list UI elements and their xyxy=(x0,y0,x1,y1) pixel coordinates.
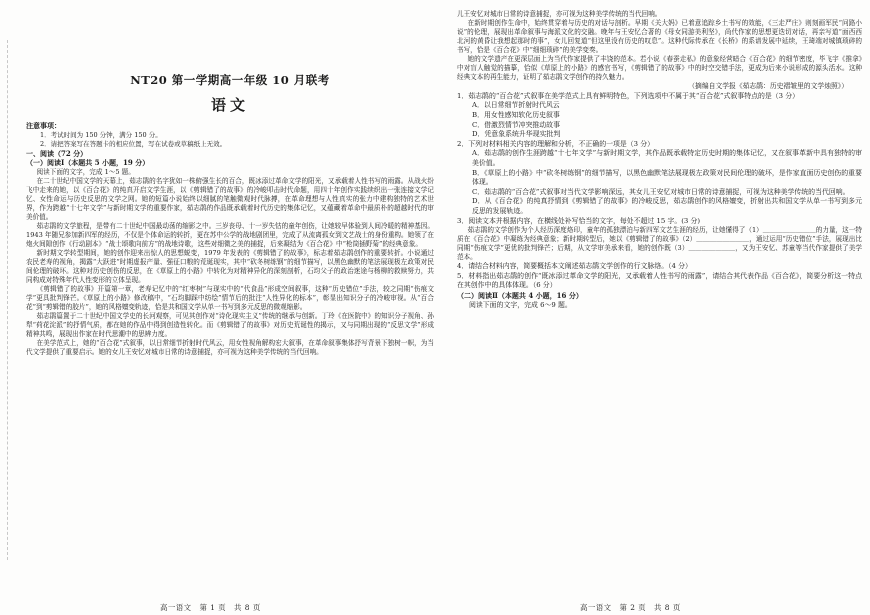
notes-heading: 注意事项： xyxy=(26,121,61,130)
question-2-option-d: D．从《百合花》的纯真抒情到《剪辑错了的故事》的冷峻反思，茹志鹃创作的风格嬗变，折射出共和国文学从单一书写到多元反思的发展轨迹。 xyxy=(472,197,862,215)
note-item: 1．考试时间为 150 分钟，满分 150 分。 xyxy=(40,130,162,139)
question-2: 2．下列对材料相关内容的理解和分析，不正确的一项是（3 分） xyxy=(457,139,655,148)
passage-paragraph: 在二十世纪中国文学的天幕上，茹志鹃的名字犹如一株俯强生长的百合，既冰添过革命文学的阳光，又承载着人性书写的雨露。从战火纷飞中走来的她，以《百合花》的纯真开启文学生涯，以《剪辑错了的故事》的冷峻叩击时代命题，用四十年创作实践续织出一张连接文学记忆、女性命运与历史反思的文学之网。她的短篇小说始终以细腻的笔触微观时代脉搏，在革命理想与人性真实的张力中建构独特的艺术世界，作为跨越“十七年文学”与新时期文学的重要作家，茹志鹃的作品既承载着时代历史的集体记忆，又蕴藏着革命中最质朴的超越时代的审美价值。 xyxy=(26,176,434,221)
exam-title: NT20 第一学期高一年级 10 月联考 xyxy=(130,73,330,87)
passage-paragraph: 新时期文学转型期间，她的创作迎来出惊人的思想蜕变，1979 年发表的《剪辑错了的故事》，标志着茹志鹃创作的重要转折。小说通过农民老寿的视角，揭露“大跃进”时期虚报产量、强征口粮的荒诞现实，其中“砍冬树练钢”的细节描写，以黑色幽默的笔法展现极左政策对民间伦理的破坏。这种对历史创伤的反思，在《草原上的小路》中转化为对精神异化的深刻剖析，石均父子的政治迷途与杨柳的救赎努力，共同构成对特殊年代人性变形的立体呈现。 xyxy=(26,248,434,285)
page-2-column xyxy=(457,10,862,601)
passage-paragraph: 在新时期创作生命中，始终贯穿着与历史的对话与剖析。早期《关大妈》已着意追踪乡土书写的效能，《三走严庄》则刻画军民“问路小说”的伦理，展现出革命叙事与海派文化的交融。晚年与王安忆合著的《母女同游美利坚》，尚代作家的思想更迭切对话，再亲写道“面西西北河的黄昏让我想起那时的事”，女儿回复道“但这里没有历史的叹息”。这种代际传承在《长桥》的系谱发展中延续，王琦端对城镇琐碎的书写，恰是《百合花》中“细细琐碎”的美学变奏。 xyxy=(457,19,862,55)
question-2-option-b: B．《草原上的小路》中“砍冬树练钢”的细节描写，以黑色幽默笔法展现极左政策对民间伦理的破坏，是作家直面历史创伤的重要体现。 xyxy=(472,168,862,187)
question-1-option-d: D．凭意象系统升华现实批判 xyxy=(472,130,561,139)
page-footer-2: 高一语文 第 2 页 共 8 页 xyxy=(580,603,681,612)
section-heading: 一、阅读（72 分） xyxy=(26,148,88,158)
page-footer-1: 高一语文 第 1 页 共 8 页 xyxy=(160,603,261,612)
question-1-option-a: A．以日常细节折射时代风云 xyxy=(472,101,560,110)
question-3: 3．阅读文本并根据内容，在横线处补写恰当的文字，每处不超过 15 字。(3 分) xyxy=(457,216,701,225)
question-1-option-b: B．用女性感知软化历史叙事 xyxy=(472,110,560,119)
binding-line xyxy=(7,40,14,560)
question-2-option-c: C．茹志鹃的“百合花”式叙事对当代文学影响深远，其女儿王安忆对城市日常的诗意捕捉，可视为这种美学传统的当代回响。 xyxy=(472,187,850,196)
passage-paragraph: 在美学范式上，她的“百合花”式叙事，以日常细节折射时代风云，用女性视角解构宏大叙事，在革命叙事集体抒写背景下独树一帜，为当代文学提供了重要启示。她的女儿王安忆对城市日常的诗意捕捉，亦可视为这种美学传统的当代回响。 xyxy=(26,339,434,357)
note-item: 2．请把答案写在答题卡的相应位置，写在试卷或草稿纸上无效。 xyxy=(40,139,227,148)
passage-paragraph: 茹志鹃篇置于二十世纪中国文学史的长河观察，可见其创作对“诗化现实主义”传统的继承与创新。丁玲《在医院中》的知识分子视角、孙犁“荷花淀派”的抒情气质，都在她的作品中得到创造性转化。而《剪辑错了的故事》对历史荒诞性的揭示，又与同期出现的“反思文学”形成精神共鸣，展现出作家在时代思潮中的思辨力度。 xyxy=(26,312,434,339)
reading-1-instruction: 阅读下面的文字，完成 1～5 题。 xyxy=(36,167,135,176)
page-1-column xyxy=(26,10,434,601)
passage-paragraph: 她的文学遗产在更深层面上为当代作家提供了丰饶的范本。若小说《春蚕走私》的意象经营暗合《百合花》的细节密度，毕飞宇《推拿》中对盲人触觉的描摹，恰似《草原上的小路》的感官书写，《剪辑错了的故事》中的时空交错手法，更成为后来小说形成的源头活水。这种经典文本的再生能力，证明了茹志鹃文学创作的持久魅力。 xyxy=(457,55,862,82)
question-1-option-c: C．借激烈情节冲突推动故事 xyxy=(472,120,560,129)
question-2-option-a: A．茹志鹃的创作生涯跨越“十七年文学”与新时期文学，其作品既承载特定历史时期的集体记忆，又在叙事革新中具有独特的审美价值。 xyxy=(472,149,862,167)
reading-1-heading: （一）阅读Ⅰ（本题共 5 小题，19 分） xyxy=(26,158,150,167)
passage-source: （摘编自文学报《茹志鹃：历史褶皱里的文学烛照》） xyxy=(688,82,848,91)
passage-paragraph: 茹志鹃的文学旅程，是带有二十世纪中国最动荡的缩影之中。三岁丧母、十一岁失怙的童年创伤，让她较早体验到人间冷暖的精神基因。1943 年随兄参加新四军的经历，不仅是个体命运的转折，更在苏中公学的战地剧团里，完成了从流离孤女到文艺战士的身份重构。她领了在炮火间隙创作《行动剧本》“战士颂歌向前方”的战地诗歌，这些对细微之美的捕捉，后来凝结为《百合花》中“枪筒插野菊”的经典意象。 xyxy=(26,221,434,248)
question-3-body: 茹志鹃的文学创作为个人经历深度烙印，童年的孤独漂泊与新四军文艺生涯的经历，让她懂得了（1）＿＿＿＿＿＿＿＿的力量，这一特质在《百合花》中凝练为经典意象；新时期转型后，她以《剪辑错了的故事》（2）＿＿＿＿＿＿＿＿，通过运用“历史错位”手法，展现出比同期“伤痕文学”更优的批判锋芒；后期，从文学审美承来看，她的创作既（3）＿＿＿＿＿＿＿，又为王安忆、苏童等当代作家提供了美学范本。 xyxy=(457,226,862,262)
question-5: 5．材料指出茹志鹃的创作“既冰添过革命文学的阳光，又承载着人性书写的雨露”，请结合其代表作品《百合花》，简要分析这一特点在其创作中的具体体现。（6 分） xyxy=(457,271,862,290)
passage-paragraph: 儿王安忆对城市日常的诗意捕捉，亦可视为这种美学传统的当代回响。 xyxy=(457,10,662,18)
question-1: 1．茹志鹃的“百合花”式叙事在美学范式上具有鲜明特色，下列选项中不属于其“百合花”式叙事特点的是（3 分） xyxy=(457,91,800,100)
passage-paragraph: 《剪辑错了的故事》开篇第一章，老寿记忆中的“红枣树”与现实中的“代食品”形成空间叙事，这种“历史错位”手法，较之同期“伤痕文学”更具批判锋芒。《草原上的小路》修改稿中，“石均脚踩中纺绘”情节后的批注“人性异化的标本”，彰显出知识分子的冷峻审视。从“百合花”到“剪辑错的胶片”，她的风格嬗变轨迹，恰是共和国文学从单一书写到多元反思的微观缩影。 xyxy=(26,285,434,312)
reading-2-instruction: 阅读下面的文字，完成 6～9 题。 xyxy=(469,300,572,309)
subject-title: 语文 xyxy=(210,96,249,114)
reading-2-heading: （二）阅读Ⅱ（本题共 4 小题，16 分） xyxy=(457,291,583,301)
question-4: 4．请结合材料内容，简要概括本文阐述茹志鹃文学创作的行文脉络。（4 分） xyxy=(457,262,692,271)
